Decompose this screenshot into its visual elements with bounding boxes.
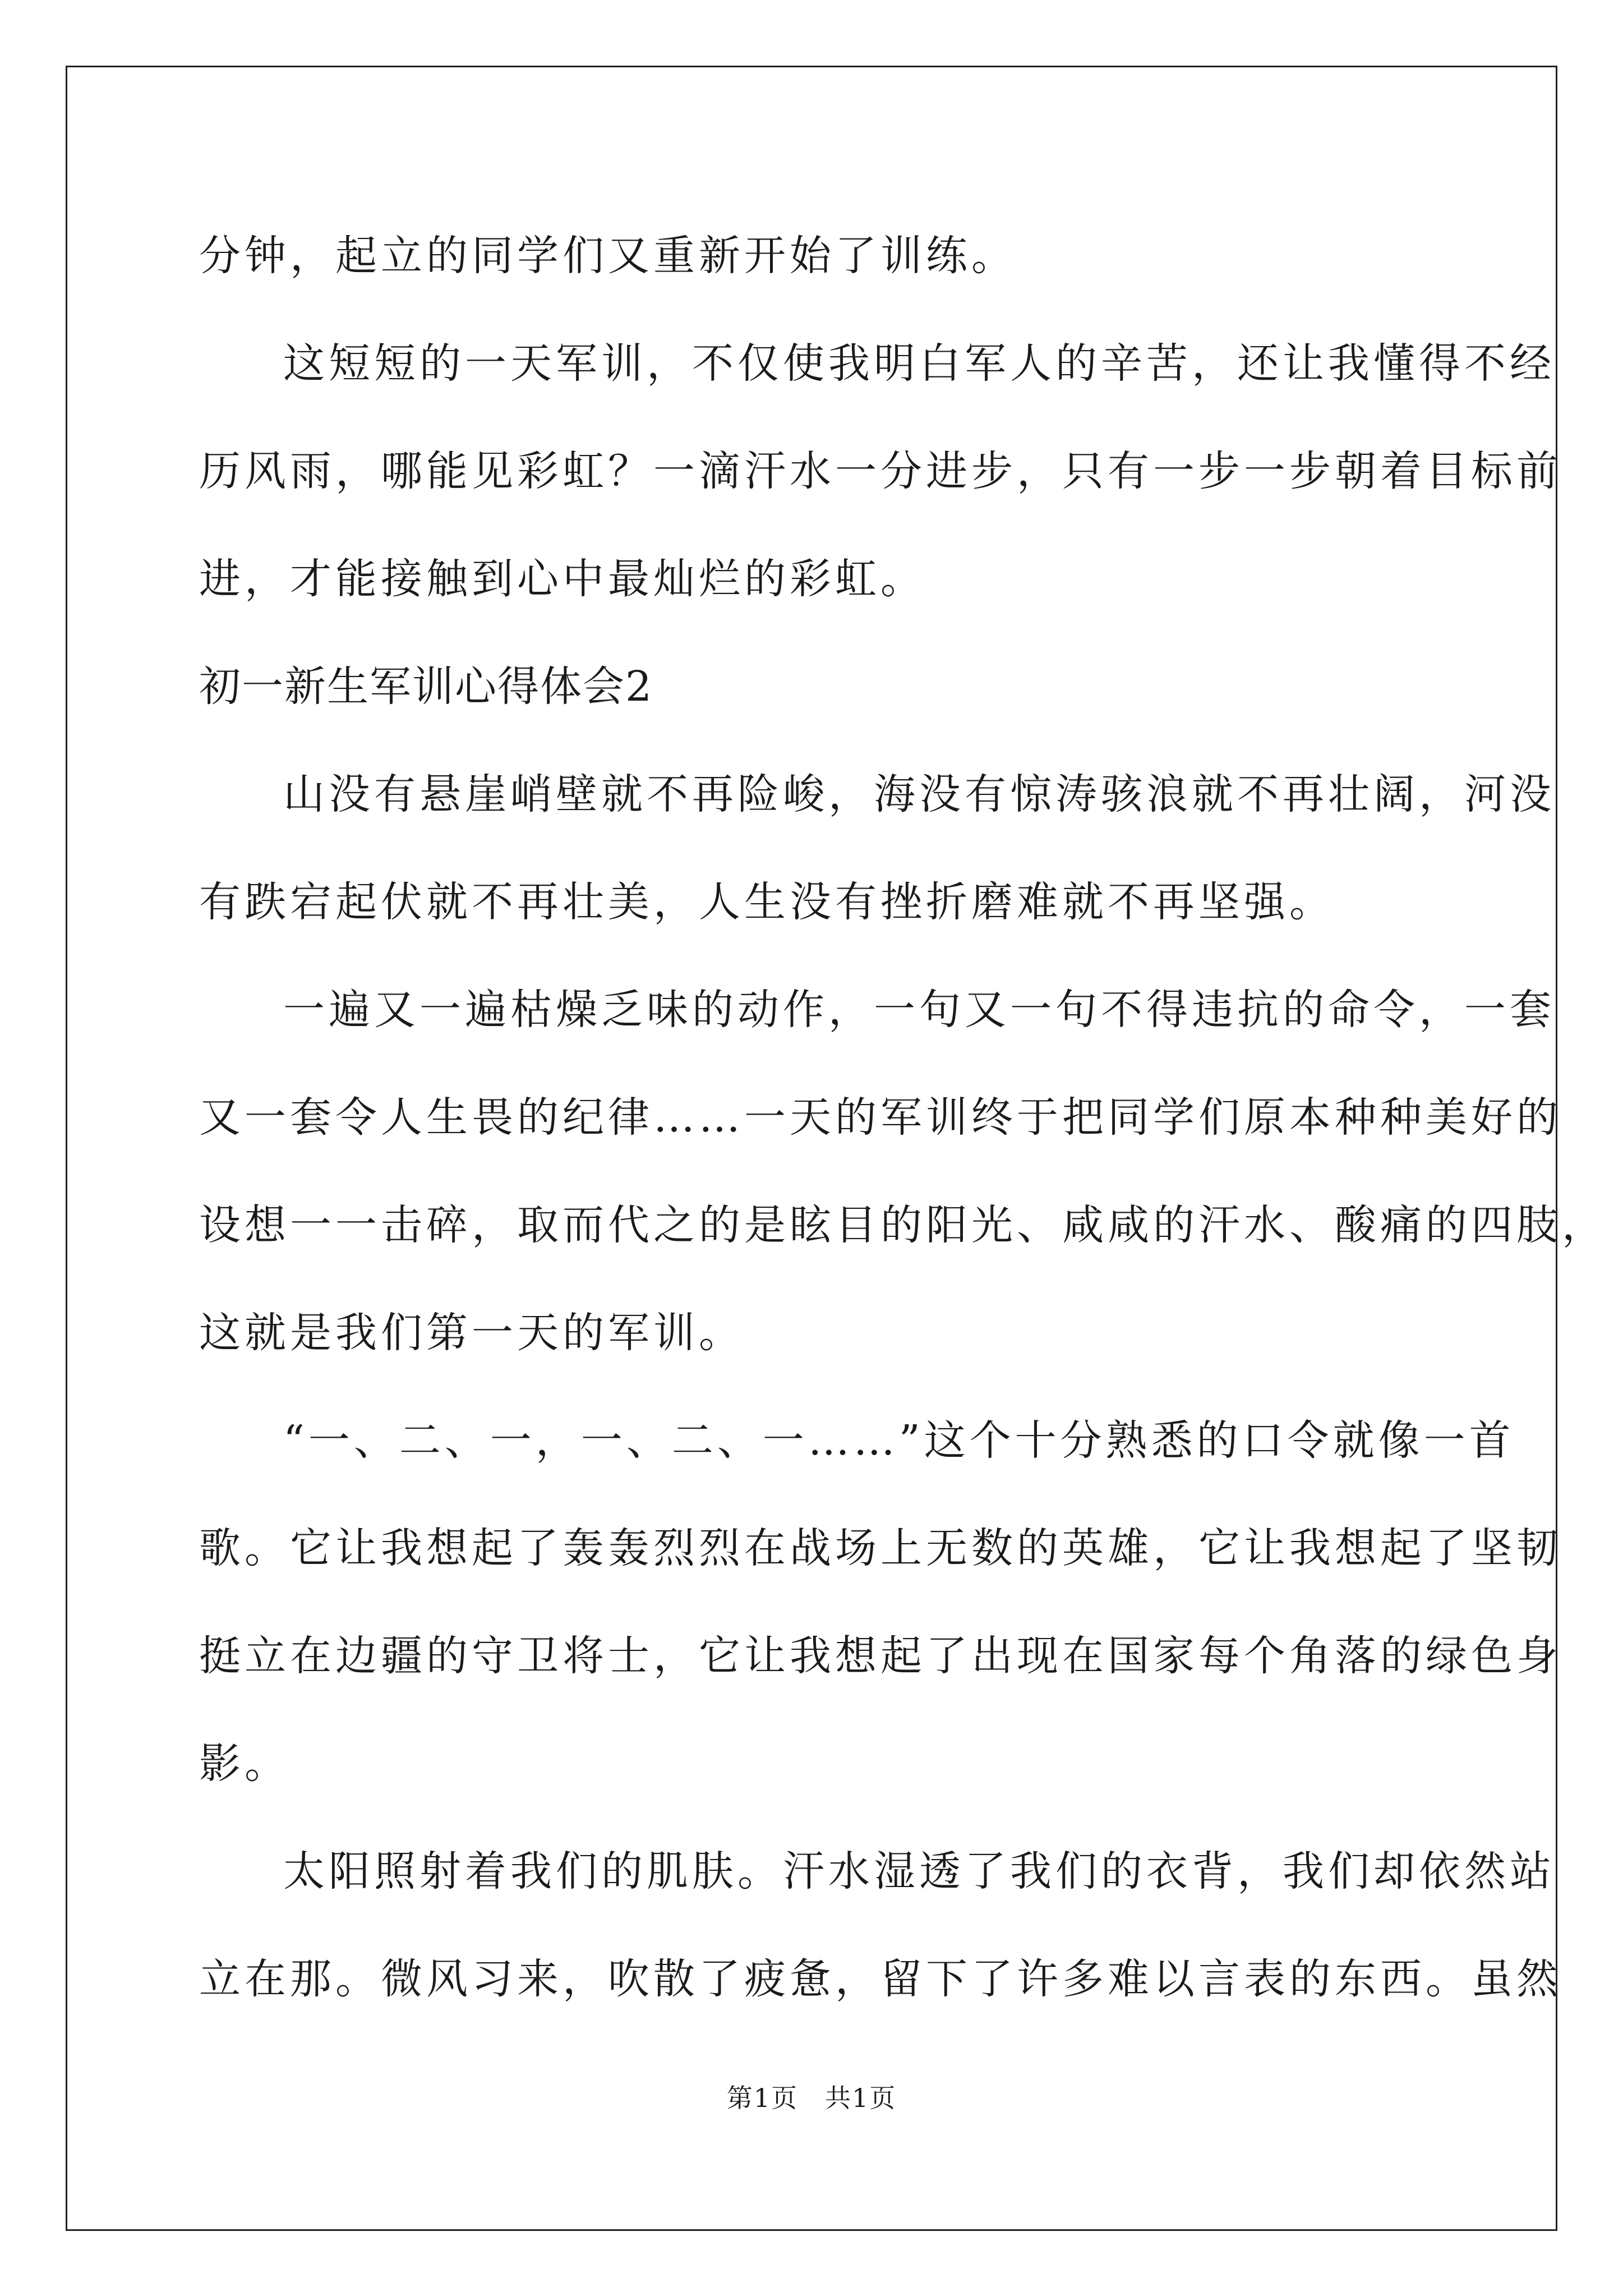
text-line: 立在那。微风习来，吹散了疲惫，留下了许多难以言表的东西。虽然: [199, 1955, 1562, 2003]
text-line: 太阳照射着我们的肌肤。汗水湿透了我们的衣背，我们却依然站: [283, 1847, 1555, 1895]
text-line: 这短短的一天军训，不仅使我明白军人的辛苦，还让我懂得不经: [283, 339, 1555, 388]
document-body: [199, 202, 1607, 2033]
text-line: 历风雨，哪能见彩虹？一滴汗水一分进步，只有一步一步朝着目标前: [199, 447, 1562, 495]
text-line: 进，才能接触到心中最灿烂的彩虹。: [199, 555, 926, 603]
text-line: 挺立在边疆的守卫将士，它让我想起了出现在国家每个角落的绿色身: [199, 1632, 1562, 1680]
text-line: 影。: [199, 1740, 290, 1788]
text-line: 分钟，起立的同学们又重新开始了训练。: [199, 232, 1017, 280]
text-line: 山没有悬崖峭壁就不再险峻，海没有惊涛骇浪就不再壮阔，河没: [283, 770, 1555, 818]
text-line: 设想一一击碎，取而代之的是眩目的阳光、咸咸的汗水、酸痛的四肢，: [199, 1201, 1607, 1249]
text-line: 又一套令人生畏的纪律……一天的军训终于把同学们原本种种美好的: [199, 1093, 1562, 1142]
page-footer: 第1页 共1页: [726, 2083, 897, 2113]
text-line: 这就是我们第一天的军训。: [199, 1309, 744, 1357]
text-line: 一遍又一遍枯燥乏味的动作，一句又一句不得违抗的命令，一套: [283, 986, 1555, 1034]
text-line: 歌。它让我想起了轰轰烈烈在战场上无数的英雄，它让我想起了坚韧: [199, 1524, 1562, 1572]
section-heading: 初一新生军训心得体会2: [199, 662, 653, 711]
text-line: “一、二、一，一、二、一……”这个十分熟悉的口令就像一首: [283, 1416, 1515, 1465]
text-line: 有跌宕起伏就不再壮美，人生没有挫折磨难就不再坚强。: [199, 878, 1335, 926]
